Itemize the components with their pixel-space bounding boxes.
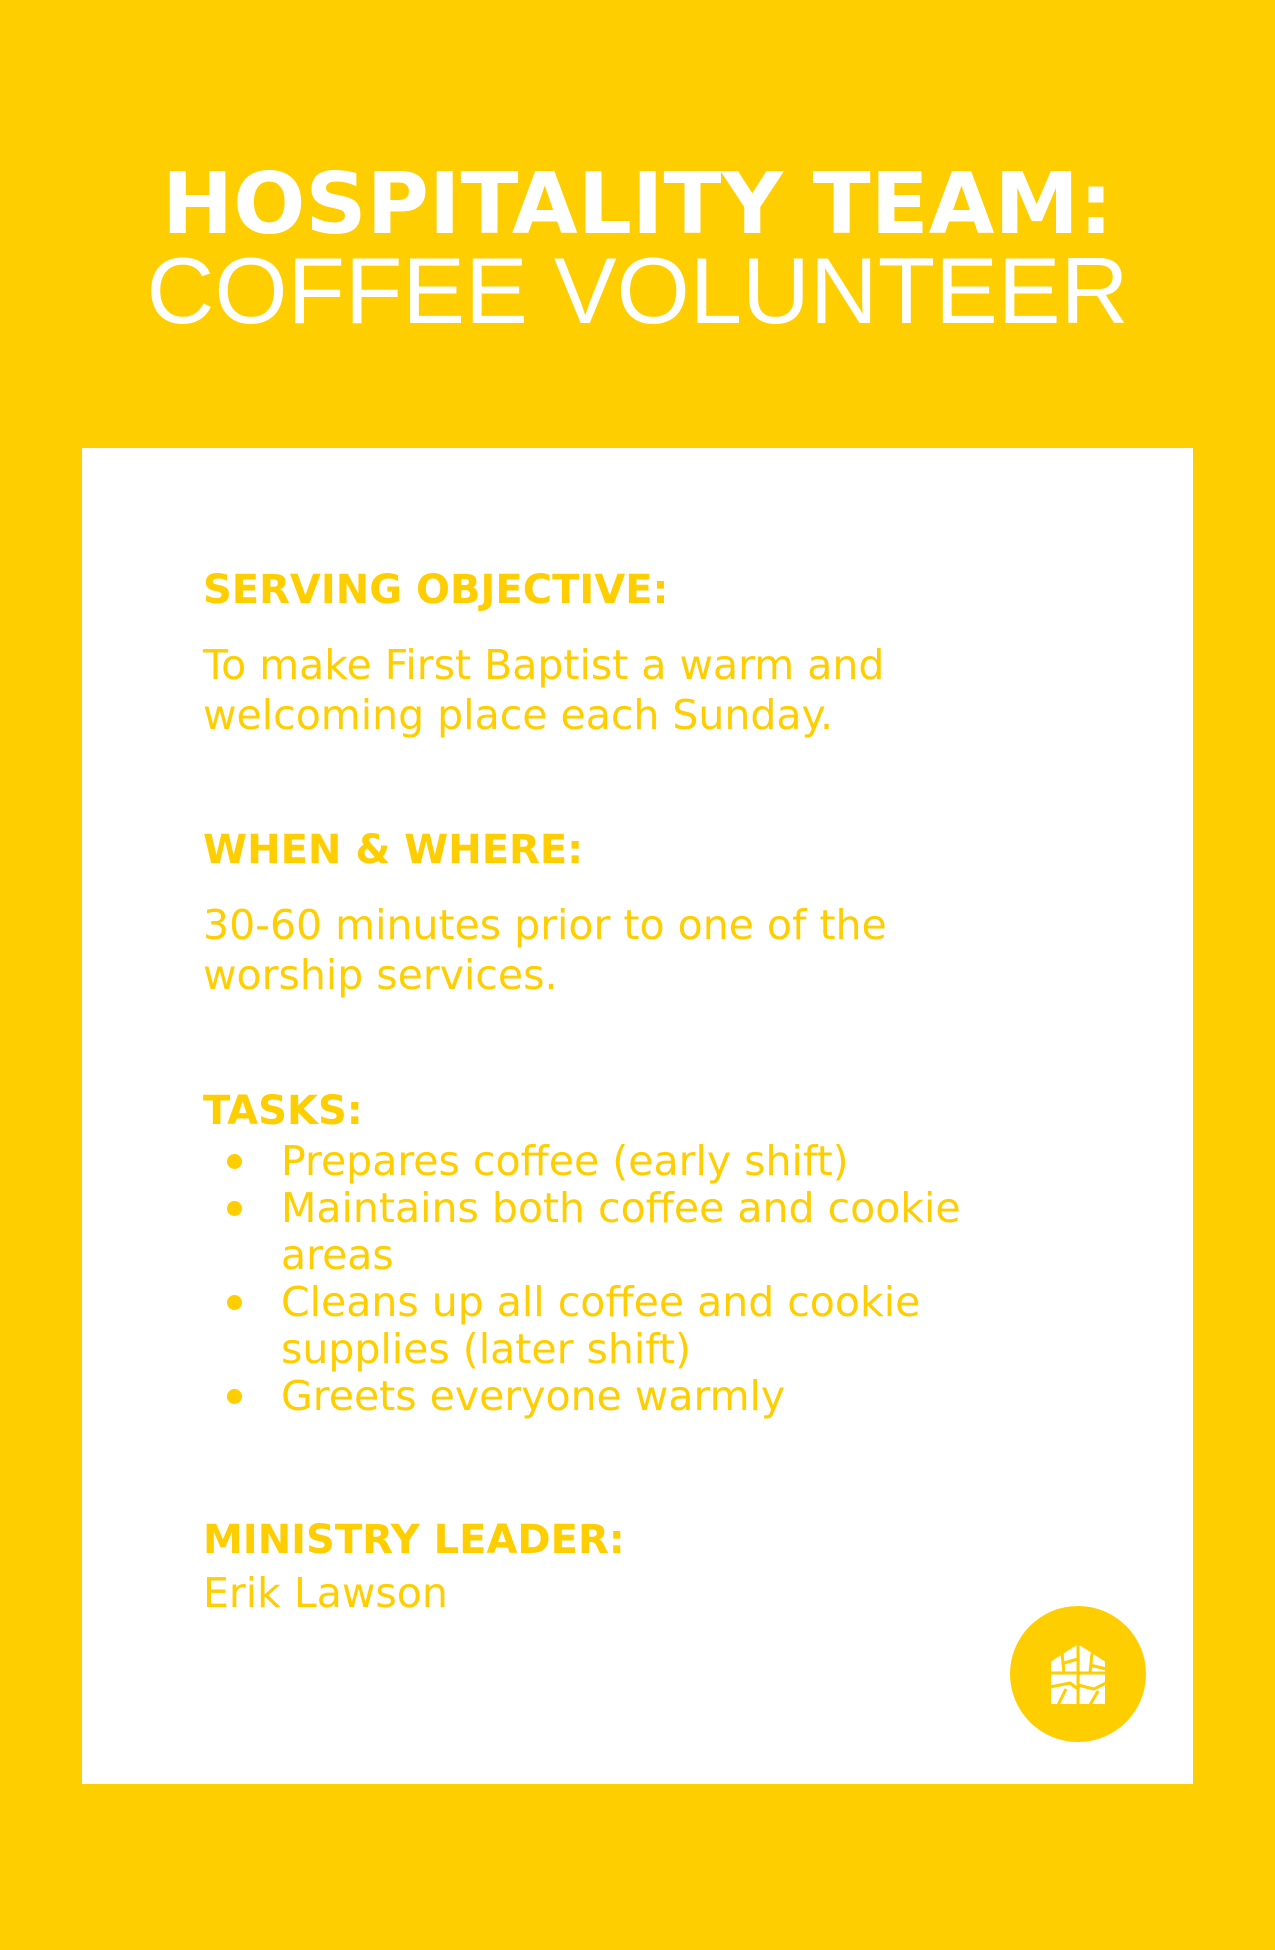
when-where-line-1: 30-60 minutes prior to one of the	[203, 901, 887, 949]
church-stained-glass-icon	[1044, 1639, 1112, 1709]
when-where-text	[203, 900, 923, 1000]
leader-heading: MINISTRY LEADER:	[203, 1517, 625, 1563]
task-line-1: Maintains both coffee and cookie	[281, 1184, 961, 1232]
leader-name: Erik Lawson	[203, 1569, 448, 1617]
task-line-1: Prepares coffee (early shift)	[281, 1137, 849, 1185]
objective-line-2: welcoming place each Sunday.	[203, 691, 833, 739]
bullet-icon	[227, 1389, 242, 1404]
when-where-line-2: worship services.	[203, 951, 558, 999]
bullet-icon	[227, 1295, 242, 1310]
task-line-2: areas	[281, 1231, 394, 1279]
tasks-heading: TASKS:	[203, 1088, 363, 1134]
task-list	[203, 1138, 963, 1420]
list-item	[203, 1185, 963, 1279]
info-card	[82, 448, 1193, 1784]
task-line-2: supplies (later shift)	[281, 1325, 692, 1373]
bullet-icon	[227, 1154, 242, 1169]
task-line-1: Greets everyone warmly	[281, 1372, 786, 1420]
list-item	[203, 1373, 963, 1420]
page-subtitle: COFFEE VOLUNTEER	[146, 238, 1129, 343]
church-logo	[1010, 1606, 1146, 1742]
bullet-icon	[227, 1201, 242, 1216]
when-where-heading: WHEN & WHERE:	[203, 827, 584, 873]
objective-heading: SERVING OBJECTIVE:	[203, 567, 669, 613]
list-item	[203, 1279, 963, 1373]
objective-text	[203, 640, 923, 740]
page-title: HOSPITALITY TEAM:	[161, 155, 1114, 254]
list-item	[203, 1138, 963, 1185]
objective-line-1: To make First Baptist a warm and	[203, 641, 885, 689]
task-line-1: Cleans up all coffee and cookie	[281, 1278, 921, 1326]
